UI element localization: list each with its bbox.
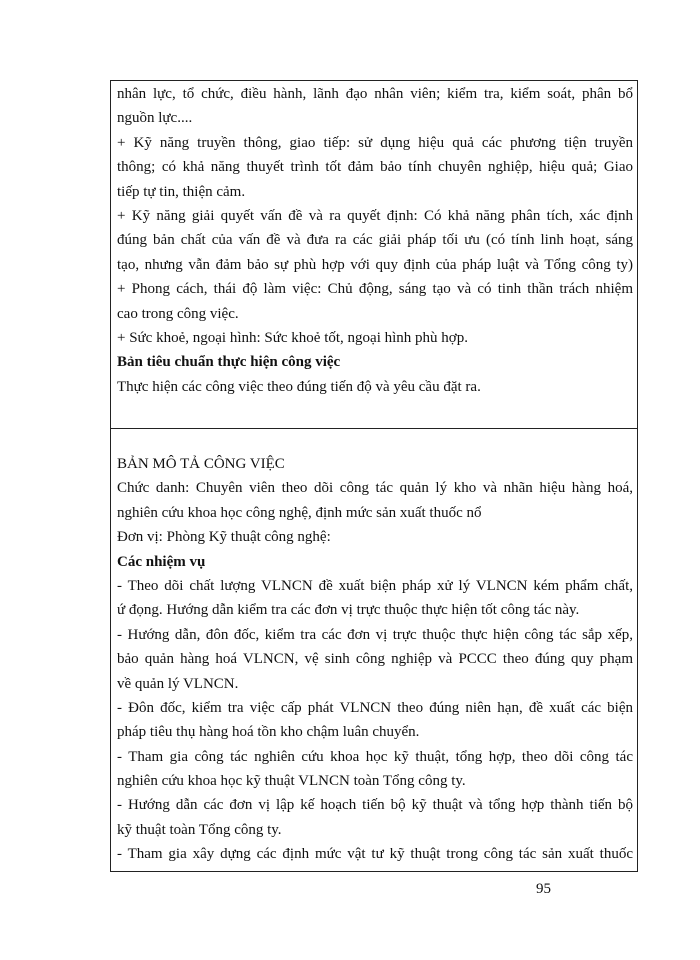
text-line: nghiên cứu khoa học kỹ thuật VLNCN toàn Tổng công ty. <box>117 773 466 790</box>
text-line: cao trong công việc. <box>117 305 239 322</box>
text-line: + Phong cách, thái độ làm việc: Chủ động, sáng tạo và có tinh thần trách nhiệm <box>117 281 633 298</box>
table-cell-job-description <box>117 452 633 867</box>
text-line: nguồn lực.... <box>117 110 193 127</box>
text-line: + Kỹ năng truyền thông, giao tiếp: sử dụng hiệu quả các phương tiện truyền <box>117 134 633 151</box>
text-line: Thực hiện các công việc theo đúng tiến độ và yêu cầu đặt ra. <box>117 378 481 395</box>
text-line: - Theo dõi chất lượng VLNCN đề xuất biện pháp xử lý VLNCN kém phẩm chất, <box>117 577 633 594</box>
text-line: - Tham gia công tác nghiên cứu khoa học kỹ thuật, tổng hợp, theo dõi công tác <box>117 748 633 765</box>
text-line: thông; có khả năng thuyết trình tốt đảm bảo tính chuyên nghiệp, hiệu quả; Giao <box>117 159 633 176</box>
text-line: đúng bản chất của vấn đề và đưa ra các giải pháp tối ưu (có tính linh hoạt, sáng <box>117 232 633 249</box>
text-line: - Hướng dẫn các đơn vị lập kế hoạch tiến bộ kỹ thuật và tổng hợp thành tiến bộ <box>117 797 633 814</box>
document-title: BẢN MÔ TẢ CÔNG VIỆC <box>117 456 285 472</box>
text-line: + Kỹ năng giải quyết vấn đề và ra quyết định: Có khả năng phân tích, xác định <box>117 207 633 224</box>
text-line: tiếp tự tin, thiện cảm. <box>117 183 246 200</box>
text-line: bảo quản hàng hoá VLNCN, vệ sinh công nghiệp và PCCC theo đúng quy phạm <box>117 651 633 668</box>
text-line: ứ đọng. Hướng dẫn kiểm tra các đơn vị trực thuộc thực hiện tốt công tác này. <box>117 602 580 619</box>
text-line: - Hướng dẫn, đôn đốc, kiểm tra các đơn vị trực thuộc thực hiện công tác sắp xếp, <box>117 626 633 643</box>
table-cell-skills <box>117 82 633 399</box>
table-row-divider <box>110 428 638 429</box>
text-line: pháp tiêu thụ hàng hoá tồn kho chậm luân chuyển. <box>117 724 420 741</box>
text-line: tạo, nhưng vẫn đảm bảo sự phù hợp với quy định của pháp luật và Tổng công ty) <box>117 256 633 273</box>
text-line: - Đôn đốc, kiểm tra việc cấp phát VLNCN theo đúng niên hạn, đề xuất các biện <box>117 699 633 716</box>
text-line: Chức danh: Chuyên viên theo dõi công tác quản lý kho và nhãn hiệu hàng hoá, <box>117 480 633 497</box>
text-line: nhân lực, tổ chức, điều hành, lãnh đạo nhân viên; kiểm tra, kiểm soát, phân bổ <box>117 86 633 102</box>
section-heading: Các nhiệm vụ <box>117 553 206 570</box>
text-line: Đơn vị: Phòng Kỹ thuật công nghệ: <box>117 529 331 546</box>
section-heading: Bản tiêu chuẩn thực hiện công việc <box>117 354 341 371</box>
page-number: 95 <box>536 881 551 897</box>
text-line: + Sức khoẻ, ngoại hình: Sức khoẻ tốt, ngoại hình phù hợp. <box>117 329 468 346</box>
text-line: về quản lý VLNCN. <box>117 675 239 692</box>
text-line: kỹ thuật toàn Tổng công ty. <box>117 821 282 838</box>
text-line: - Tham gia xây dựng các định mức vật tư kỹ thuật trong công tác sản xuất thuốc <box>117 846 633 863</box>
text-line: nghiên cứu khoa học công nghệ, định mức sản xuất thuốc nổ <box>117 504 482 521</box>
